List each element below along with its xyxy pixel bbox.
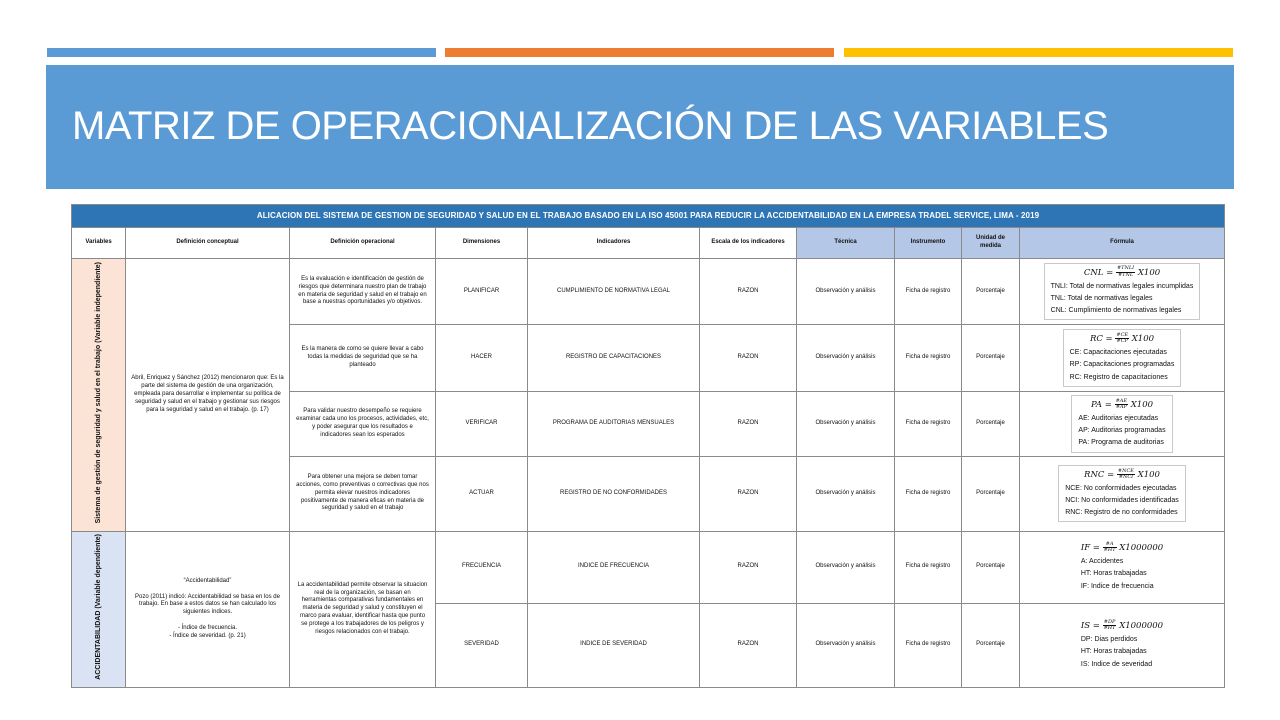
indicador-severidad: INDICE DE SEVERIDAD	[528, 603, 700, 687]
formula-frecuencia	[1020, 531, 1225, 603]
header-escala: Escala de los indicadores	[700, 228, 797, 259]
formula-legend-line: PA: Programa de auditorias	[1078, 439, 1164, 447]
indicador-hacer: REGISTRO DE CAPACITACIONES	[528, 325, 700, 392]
indicador-actuar: REGISTRO DE NO CONFORMIDADES	[528, 456, 700, 531]
dimension-hacer: HACER	[436, 325, 528, 392]
tecnica-hacer: Observación y análisis	[797, 325, 895, 392]
conceptual-dependent-list-item: - Índice de severidad. (p. 21)	[169, 632, 246, 639]
accent-bar-blue	[47, 48, 436, 57]
formula-equation: RNC = $\frac{\text{\#NCE}}{\text{\#NCI}}$ X100	[1084, 467, 1160, 480]
formula-legend-line: AE: Auditorias ejecutadas	[1078, 414, 1159, 422]
dimension-frecuencia: FRECUENCIA	[436, 531, 528, 603]
formula-legend-line: NCE: No conformidades ejecutadas	[1065, 484, 1177, 492]
table-row	[72, 531, 1225, 603]
header-dimensiones: Dimensiones	[436, 228, 528, 259]
unidad-frecuencia: Porcentaje	[962, 531, 1020, 603]
formula-equation: RC = $\frac{\#CE}{\#CP}$ X100	[1089, 331, 1155, 345]
formula-equation: CNL = $\frac{\text{\#TNLI}}{\text{\#TNL}}$ X100	[1083, 265, 1161, 278]
escala-severidad: RAZON	[700, 603, 797, 687]
table-row	[72, 259, 1225, 325]
tecnica-frecuencia: Observación y análisis	[797, 531, 895, 603]
variable-independent-label: Sistema de gestión de seguridad y salud en el trabajo (Variable independiente)	[94, 262, 102, 524]
escala-actuar: RAZON	[700, 456, 797, 531]
formula-legend-line: TNLI: Total de normativas legales incumplidas	[1050, 282, 1194, 290]
formula-legend-line: NCI: No conformidades identificadas	[1065, 496, 1179, 504]
formula-legend-line: IS: Indice de severidad	[1080, 660, 1153, 668]
conceptual-dependent-body: Pozo (2011) indicó: Accidentabilidad se basa en los de trabajo. En base a estos datos se han calculado los siguientes índices.	[135, 593, 280, 616]
formula-legend-line: HT: Horas trabajadas	[1080, 570, 1147, 578]
formula-equation: IS = $\frac{\#DP}{\#HT}$ X1000000	[1080, 619, 1164, 632]
dimension-verificar: VERIFICAR	[436, 392, 528, 457]
header-unidad: Unidad de medida	[962, 228, 1020, 259]
table-title: ALICACION DEL SISTEMA DE GESTION DE SEGURIDAD Y SALUD EN EL TRABAJO BASADO EN LA ISO 45001 PARA REDUCIR LA ACCIDENTABILIDAD EN LA EMPRESA TRADEL SERVICE, LIMA - 2019	[72, 205, 1225, 228]
operationalization-matrix	[71, 204, 1224, 683]
dimension-severidad: SEVERIDAD	[436, 603, 528, 687]
conceptual-dependent-title: “Accidentabilidad”	[183, 577, 232, 584]
unidad-planificar: Porcentaje	[962, 259, 1020, 325]
escala-planificar: RAZON	[700, 259, 797, 325]
formula-box	[1044, 263, 1201, 321]
dimension-actuar: ACTUAR	[436, 456, 528, 531]
instrumento-severidad: Ficha de registro	[895, 603, 962, 687]
formula-legend-line: AP: Auditorias programadas	[1078, 427, 1166, 435]
tecnica-severidad: Observación y análisis	[797, 603, 895, 687]
variable-dependent-label: ACCIDENTABILIDAD (Variable dependiente)	[94, 534, 102, 681]
conceptual-independent: Abril, Enriquez y Sánchez (2012) mencionaron que: Es la parte del sistema de gestión de una organización, empleada para desarrollar e implementar su política de seguridad y salud en el trabajo y gestionar sus riesgos para la seguridad y salud en el trabajo. (p. 17)	[126, 259, 290, 532]
formula-box	[1074, 616, 1170, 674]
header-variables: Variables	[72, 228, 126, 259]
escala-frecuencia: RAZON	[700, 531, 797, 603]
formula-actuar	[1020, 456, 1225, 531]
dimension-planificar: PLANIFICAR	[436, 259, 528, 325]
formula-planificar	[1020, 259, 1225, 325]
formula-legend-line: RP: Capacitaciones programadas	[1069, 361, 1175, 369]
formula-legend-line: DP: Dias perdidos	[1080, 636, 1138, 644]
conceptual-dependent	[126, 531, 290, 687]
formula-severidad	[1020, 603, 1225, 687]
conceptual-dependent-list-item: - Índice de frecuencia.	[177, 624, 238, 631]
indicador-planificar: CUMPLIMIENTO DE NORMATIVA LEGAL	[528, 259, 700, 325]
header-conceptual: Definición conceptual	[126, 228, 290, 259]
instrumento-hacer: Ficha de registro	[895, 325, 962, 392]
formula-legend-line: RNC: Registro de no conformidades	[1065, 509, 1178, 517]
formula-equation: IF = $\frac{\#A}{\#HT}$ X1000000	[1080, 541, 1164, 554]
unidad-severidad: Porcentaje	[962, 603, 1020, 687]
tecnica-actuar: Observación y análisis	[797, 456, 895, 531]
tecnica-verificar: Observación y análisis	[797, 392, 895, 457]
indicador-frecuencia: INDICE DE FRECUENCIA	[528, 531, 700, 603]
instrumento-verificar: Ficha de registro	[895, 392, 962, 457]
instrumento-frecuencia: Ficha de registro	[895, 531, 962, 603]
unidad-hacer: Porcentaje	[962, 325, 1020, 392]
matrix-table	[71, 204, 1225, 688]
operacional-verificar: Para validar nuestro desempeño se requiere examinar cada uno los procesos, actividades, etc, y poder asegurar que los resultados e indicadores sean los esperados	[290, 392, 436, 457]
operacional-dependent: La accidentabilidad permite observar la situacion real de la organización, se basan en herramientas comparativas fundamentales en materia de seguridad y salud y constituyen el marco para evaluar, identificar hasta que punto se protege a los trabajadores de los peligros y riesgos relacionados con el trabajo.	[290, 531, 436, 687]
accent-bar-yellow	[844, 48, 1233, 57]
formula-legend-line: HT: Horas trabajadas	[1080, 648, 1147, 656]
formula-box	[1058, 465, 1186, 523]
unidad-verificar: Porcentaje	[962, 392, 1020, 457]
formula-box	[1071, 395, 1172, 453]
formula-legend-line: A: Accidentes	[1080, 558, 1124, 566]
formula-legend-line: CNL: Cumplimiento de normativas legales	[1050, 307, 1182, 315]
formula-box	[1074, 538, 1170, 596]
operacional-planificar: Es la evaluación e identificación de gestión de riesgos que determinara nuestro plan de trabajo en materia de seguridad y salud en el trabajo en base a nuestras oportunidades y/o objetivos.	[290, 259, 436, 325]
formula-legend-line: TNL: Total de normativas legales	[1050, 294, 1153, 302]
header-formula: Fórmula	[1020, 228, 1225, 259]
escala-verificar: RAZON	[700, 392, 797, 457]
operacional-actuar: Para obtener una mejora se deben tomar acciones, como preventivas o correctivas que nos permita elevar nuestros indicadores positivamente de manera eficas en materia de seguridad y salud en el trabajo	[290, 456, 436, 531]
formula-verificar	[1020, 392, 1225, 457]
header-indicadores: Indicadores	[528, 228, 700, 259]
formula-legend-line: RC: Registro de capacitaciones	[1069, 373, 1168, 381]
accent-bar-orange	[445, 48, 834, 57]
indicador-verificar: PROGRAMA DE AUDITORIAS MENSUALES	[528, 392, 700, 457]
slide-title: MATRIZ DE OPERACIONALIZACIÓN DE LAS VARIABLES	[72, 104, 1109, 148]
escala-hacer: RAZON	[700, 325, 797, 392]
operacional-hacer: Es la manera de como se quiere llevar a cabo todas la medidas de seguridad que se ha planteado	[290, 325, 436, 392]
variable-dependent-cell	[72, 531, 126, 687]
header-operacional: Definición operacional	[290, 228, 436, 259]
instrumento-planificar: Ficha de registro	[895, 259, 962, 325]
formula-hacer	[1020, 325, 1225, 392]
unidad-actuar: Porcentaje	[962, 456, 1020, 531]
formula-legend-line: CE: Capacitaciones ejecutadas	[1069, 349, 1167, 357]
header-tecnica: Técnica	[797, 228, 895, 259]
variable-independent-cell	[72, 259, 126, 532]
instrumento-actuar: Ficha de registro	[895, 456, 962, 531]
formula-equation: PA = $\frac{\#AE}{\#AP}$ X100	[1090, 397, 1154, 410]
header-instrumento: Instrumento	[895, 228, 962, 259]
tecnica-planificar: Observación y análisis	[797, 259, 895, 325]
formula-legend-line: IF: Indice de frecuencia	[1080, 582, 1154, 590]
formula-box	[1063, 329, 1182, 387]
